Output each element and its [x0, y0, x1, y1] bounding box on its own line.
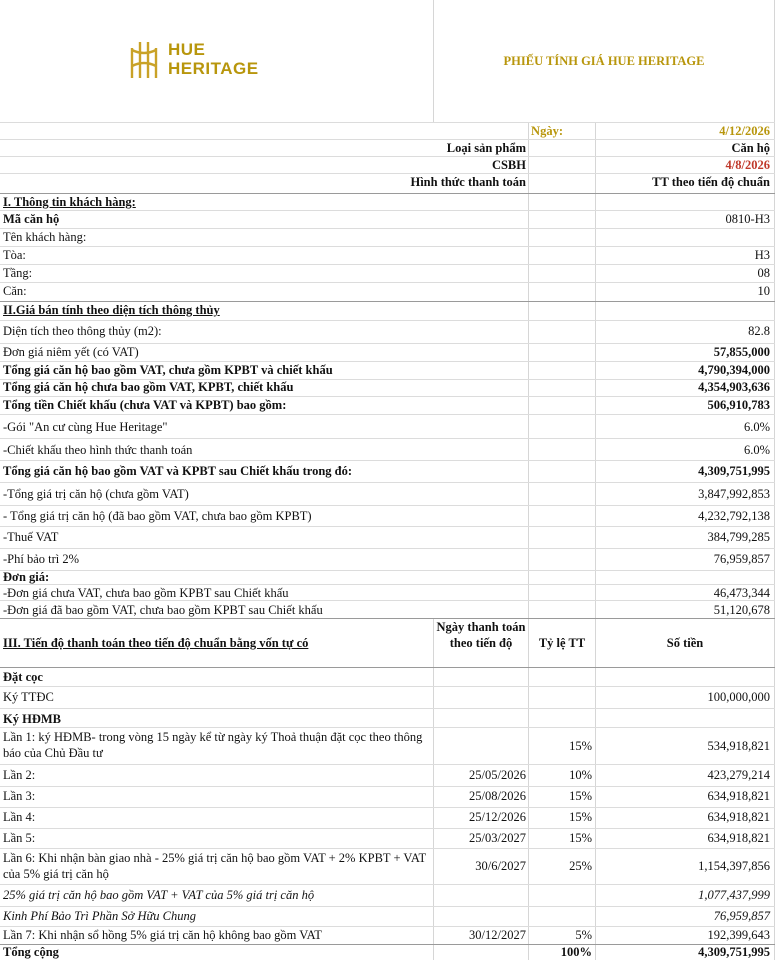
- logo-wordmark: [168, 40, 259, 78]
- csbh-label: CSBH: [491, 158, 526, 172]
- customer-name-label: Tên khách hàng:: [3, 230, 87, 244]
- total-excl-vat-label: Tổng giá căn hộ chưa bao gồm VAT, KPBT, chiết khấu: [3, 380, 294, 394]
- product-type-label: Loại sản phẩm: [446, 141, 526, 155]
- total-incl-vat-label: Tổng giá căn hộ bao gồm VAT, chưa gồm KPBT và chiết khấu: [3, 363, 333, 377]
- value-incl-vat-label: - Tổng giá trị căn hộ (đã bao gồm VAT, chưa bao gồm KPBT): [3, 509, 312, 523]
- logo-mark-icon: [128, 38, 164, 82]
- installment-5-label: Lần 5:: [3, 831, 36, 845]
- page-title: PHIẾU TÍNH GIÁ HUE HERITAGE: [503, 54, 705, 68]
- unit-value: 10: [757, 284, 770, 298]
- area-value: 82.8: [748, 324, 770, 338]
- brand-line-1: HUE: [168, 40, 206, 59]
- installment-4-amount: 634,918,821: [707, 810, 770, 824]
- installment-4-rate: 15%: [569, 810, 592, 824]
- payment-method-label: Hình thức thanh toán: [410, 175, 526, 189]
- installment-1-rate: 15%: [569, 739, 592, 753]
- handover-breakdown-amount: 1,077,437,999: [698, 888, 770, 902]
- date-label: Ngày:: [531, 124, 563, 138]
- installment-7-label: Lần 7: Khi nhận sổ hồng 5% giá trị căn hộ không bao gồm VAT: [3, 928, 322, 942]
- payment-method-value: TT theo tiến độ chuẩn: [652, 175, 770, 189]
- unit-price-heading: Đơn giá:: [3, 570, 50, 584]
- installment-6-date: 30/6/2027: [475, 859, 526, 873]
- installment-2-label: Lần 2:: [3, 768, 36, 782]
- value-incl-vat-value: 4,232,792,138: [698, 509, 770, 523]
- installment-1-amount: 534,918,821: [707, 739, 770, 753]
- product-type-value: Căn hộ: [731, 141, 770, 155]
- installment-7-date: 30/12/2027: [469, 928, 526, 942]
- installment-4-date: 25/12/2026: [469, 810, 526, 824]
- installment-3-rate: 15%: [569, 789, 592, 803]
- installment-5-rate: 15%: [569, 831, 592, 845]
- installment-3-amount: 634,918,821: [707, 789, 770, 803]
- list-price-label: Đơn giá niêm yết (có VAT): [3, 345, 139, 359]
- total-excl-vat-value: 4,354,903,636: [698, 380, 770, 394]
- handover-breakdown-label: 25% giá trị căn hộ bao gồm VAT + VAT của 5% giá trị căn hộ: [3, 888, 315, 902]
- vat-value: 384,799,285: [707, 530, 770, 544]
- payment-discount-label: -Chiết khấu theo hình thức thanh toán: [3, 443, 193, 457]
- installment-4-label: Lần 4:: [3, 810, 36, 824]
- installment-2-rate: 10%: [569, 768, 592, 782]
- installment-6-rate: 25%: [569, 859, 592, 873]
- installment-2-date: 25/05/2026: [469, 768, 526, 782]
- discount-total-label: Tổng tiền Chiết khấu (chưa VAT và KPBT) bao gồm:: [3, 398, 287, 412]
- floor-value: 08: [757, 266, 770, 280]
- csbh-value: 4/8/2026: [725, 158, 770, 172]
- brand-line-2: HERITAGE: [168, 59, 259, 78]
- total-amount: 4,309,751,995: [698, 945, 770, 959]
- package-discount-label: -Gói "An cư cùng Hue Heritage": [3, 420, 168, 434]
- maintenance-fund-label: Kinh Phí Bảo Trì Phần Sở Hữu Chung: [3, 909, 197, 923]
- discount-total-value: 506,910,783: [707, 398, 770, 412]
- unit-price-excl-vat-value: 46,473,344: [713, 586, 770, 600]
- column-header-date: Ngày thanh toán theo tiến độ: [436, 620, 526, 650]
- value-excl-vat-value: 3,847,992,853: [698, 487, 770, 501]
- unit-price-incl-vat-value: 51,120,678: [713, 603, 770, 617]
- installment-3-date: 25/08/2026: [469, 789, 526, 803]
- installment-5-date: 25/03/2027: [469, 831, 526, 845]
- date-value: 4/12/2026: [719, 124, 770, 138]
- installment-1-label: Lần 1: ký HĐMB- trong vòng 15 ngày kể từ ngày ký Thoả thuận đặt cọc theo thông báo của Chủ Đầu tư: [3, 730, 423, 760]
- installment-3-label: Lần 3:: [3, 789, 36, 803]
- hue-heritage-logo: [128, 38, 258, 86]
- installment-7-rate: 5%: [575, 928, 592, 942]
- section-3-title: III. Tiến độ thanh toán theo tiến độ chuẩn bằng vốn tự có: [3, 636, 309, 650]
- contract-heading: Ký HĐMB: [3, 712, 61, 726]
- total-incl-vat-value: 4,790,394,000: [698, 363, 770, 377]
- section-2-title: II.Giá bán tính theo diện tích thông thủy: [3, 303, 220, 317]
- value-excl-vat-label: -Tổng giá trị căn hộ (chưa gồm VAT): [3, 487, 189, 501]
- unit-price-excl-vat-label: -Đơn giá chưa VAT, chưa bao gồm KPBT sau Chiết khấu: [3, 586, 289, 600]
- column-header-rate: Tỷ lệ TT: [538, 636, 586, 650]
- installment-6-label: Lần 6: Khi nhận bàn giao nhà - 25% giá trị căn hộ bao gồm VAT + 2% KPBT + VAT của 5% giá trị căn hộ: [3, 851, 426, 881]
- package-discount-value: 6.0%: [743, 420, 770, 434]
- section-1-title: I. Thông tin khách hàng:: [3, 195, 136, 209]
- tower-label: Tòa:: [3, 248, 26, 262]
- maintenance-fee-label: -Phí bảo trì 2%: [3, 552, 80, 566]
- column-header-amount: Số tiền: [666, 636, 704, 650]
- tower-value: H3: [754, 248, 770, 262]
- area-label: Diện tích theo thông thủy (m2):: [3, 324, 162, 338]
- installment-2-amount: 423,279,214: [707, 768, 770, 782]
- deposit-row-label: Ký TTĐC: [3, 690, 54, 704]
- apartment-code-label: Mã căn hộ: [3, 212, 60, 226]
- installment-5-amount: 634,918,821: [707, 831, 770, 845]
- floor-label: Tầng:: [3, 266, 33, 280]
- payment-discount-value: 6.0%: [743, 443, 770, 457]
- installment-6-amount: 1,154,397,856: [698, 859, 770, 873]
- maintenance-fee-value: 76,959,857: [713, 552, 770, 566]
- installment-7-amount: 192,399,643: [707, 928, 770, 942]
- list-price-value: 57,855,000: [713, 345, 770, 359]
- total-after-discount-value: 4,309,751,995: [698, 464, 770, 478]
- unit-price-incl-vat-label: -Đơn giá đã bao gồm VAT, chưa bao gồm KPBT sau Chiết khấu: [3, 603, 323, 617]
- total-after-discount-label: Tổng giá căn hộ bao gồm VAT và KPBT sau Chiết khấu trong đó:: [3, 464, 353, 478]
- maintenance-fund-amount: 76,959,857: [713, 909, 770, 923]
- apartment-code-value: 0810-H3: [725, 212, 770, 226]
- total-rate: 100%: [560, 945, 592, 959]
- vat-label: -Thuế VAT: [3, 530, 59, 544]
- unit-label: Căn:: [3, 284, 27, 298]
- total-label: Tổng cộng: [3, 945, 59, 959]
- deposit-row-amount: 100,000,000: [707, 690, 770, 704]
- deposit-heading: Đặt cọc: [3, 670, 43, 684]
